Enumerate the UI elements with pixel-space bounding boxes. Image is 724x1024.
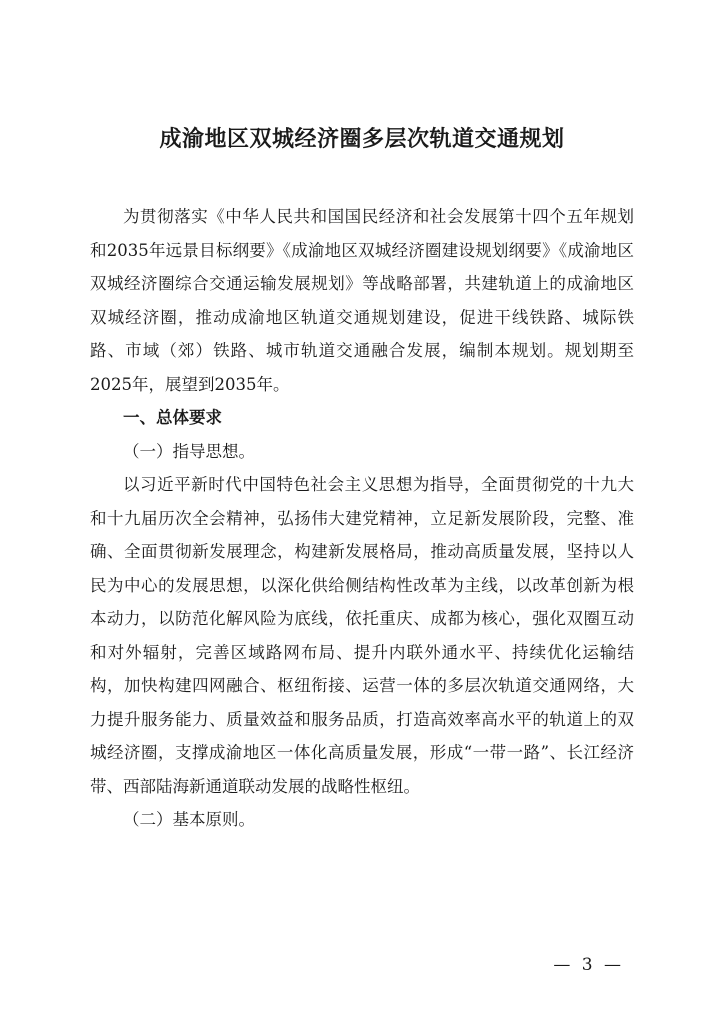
intro-paragraph: 为贯彻落实《中华人民共和国国民经济和社会发展第十四个五年规划和2035年远景目标纲要》《成渝地区双城经济圈建设规划纲要》《成渝地区双城经济圈综合交通运输发展规划》等战略部署，共建轨道上的成渝地区双城经济圈，推动成渝地区轨道交通规划建设，促进干线铁路、城际铁路、市域（郊）铁路、城市轨道交通融合发展，编制本规划。规划期至2025年，展望到2035年。 — [90, 207, 634, 394]
document-body — [90, 200, 634, 837]
section-heading-general-requirements: 一、总体要求 — [123, 408, 222, 427]
subsection-heading-guiding-ideology: （一）指导思想。 — [123, 441, 255, 461]
subsection-heading-basic-principles: （二）基本原则。 — [123, 810, 255, 829]
page-number: — 3 — — [553, 955, 624, 975]
guiding-ideology-paragraph: 以习近平新时代中国特色社会主义思想为指导，全面贯彻党的十九大和十九届历次全会精神，弘扬伟大建党精神，立足新发展阶段，完整、准确、全面贯彻新发展理念，构建新发展格局，推动高质量发展，坚持以人民为中心的发展思想，以深化供给侧结构性改革为主线，以改革创新为根本动力，以防范化解风险为底线，依托重庆、成都为核心，强化双圈互动和对外辐射，完善区域路网布局、提升内联外通水平、持续优化运输结构，加快构建四网融合、枢纽衔接、运营一体的多层次轨道交通网络，大力提升服务能力、质量效益和服务品质，打造高效率高水平的轨道上的双城经济圈，支撑成渝地区一体化高质量发展，形成“一带一路”、长江经济带、西部陆海新通道联动发展的战略性枢纽。 — [90, 475, 634, 796]
document-title: 成渝地区双城经济圈多层次轨道交通规划 — [159, 127, 565, 152]
